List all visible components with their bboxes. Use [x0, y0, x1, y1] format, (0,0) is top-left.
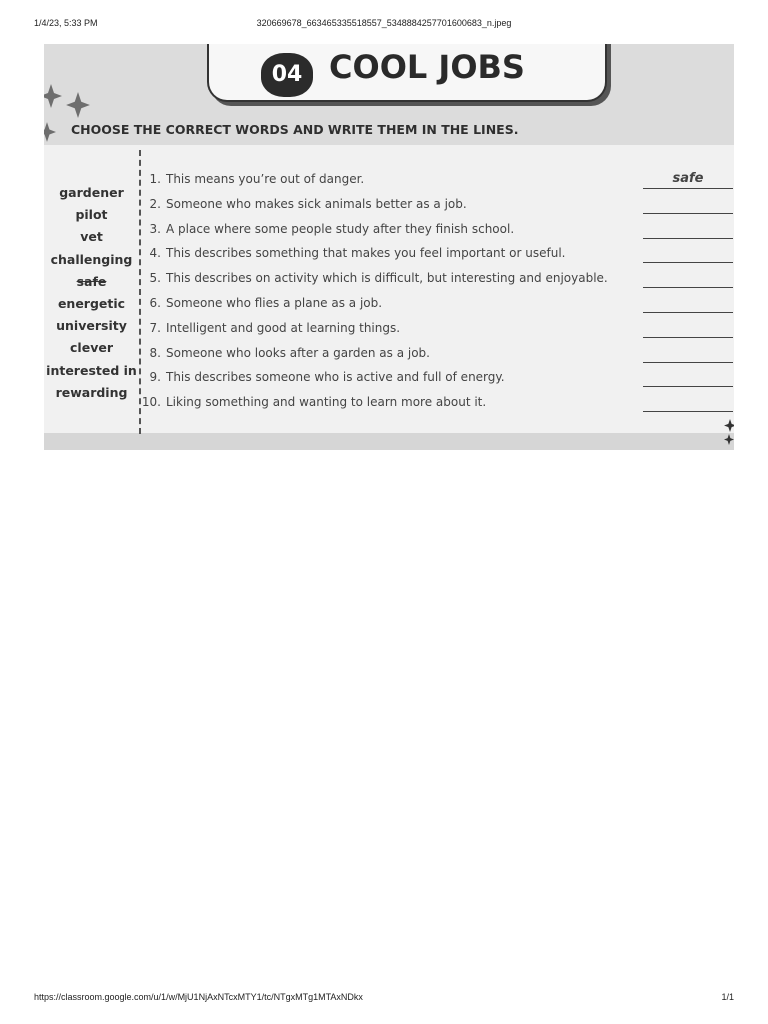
question-row	[144, 242, 734, 267]
word-bank-item: vet	[80, 229, 103, 245]
answer-line	[643, 312, 733, 313]
answer-line	[643, 287, 733, 288]
question-row	[144, 292, 734, 317]
word-bank-item: interested in	[46, 362, 137, 378]
question-number: 1.	[149, 172, 161, 186]
word-bank-item: university	[56, 318, 127, 334]
answer-line	[643, 362, 733, 363]
title-box	[207, 44, 607, 102]
worksheet	[44, 44, 734, 450]
question-row	[144, 366, 734, 391]
print-url: https://classroom.google.com/u/1/w/MjU1NjAxNTcxMTY1/tc/NTgxMTg1MTAxNDkx	[34, 992, 363, 1002]
question-text: This describes someone who is active and full of energy.	[166, 370, 505, 385]
question-list	[141, 168, 734, 416]
print-header	[34, 18, 734, 32]
word-bank-item: rewarding	[55, 384, 128, 400]
question-text: Someone who flies a plane as a job.	[166, 295, 383, 310]
lesson-number-badge: 04	[261, 53, 313, 97]
star-icon	[724, 419, 734, 432]
star-icon	[44, 84, 62, 108]
question-row	[144, 317, 734, 342]
question-row	[144, 218, 734, 243]
answer-line	[643, 337, 733, 338]
star-icon	[66, 92, 90, 118]
question-number: 5.	[149, 271, 161, 286]
print-datetime: 1/4/23, 5:33 PM	[34, 18, 98, 28]
star-icon	[724, 434, 734, 445]
question-row	[144, 168, 734, 193]
question-text: Someone who looks after a garden as a job.	[166, 345, 430, 360]
question-number: 9.	[149, 370, 161, 385]
dashed-divider	[139, 150, 141, 434]
question-text: A place where some people study after they finish school.	[166, 221, 515, 236]
question-number: 6.	[149, 295, 161, 310]
question-row	[144, 342, 734, 367]
answer-line	[643, 262, 733, 263]
question-row	[144, 193, 734, 218]
star-icon	[44, 122, 56, 142]
question-row	[141, 391, 734, 416]
answer-field[interactable]: safe	[672, 171, 704, 186]
print-filename: 320669678_663465335518557_5348884257701600683_n.jpeg	[256, 18, 512, 28]
answer-line	[643, 188, 733, 189]
question-text: Liking something and wanting to learn more about it.	[166, 395, 487, 410]
instructions: CHOOSE THE CORRECT WORDS AND WRITE THEM IN THE LINES.	[71, 122, 519, 137]
word-bank-item: safe	[76, 273, 107, 289]
question-row	[144, 267, 734, 292]
question-text: This describes on activity which is difficult, but interesting and enjoyable.	[166, 271, 608, 286]
question-text: This describes something that makes you feel important or useful.	[166, 246, 566, 261]
answer-line	[643, 411, 733, 412]
word-bank-item: challenging	[50, 251, 133, 267]
answer-line	[643, 238, 733, 239]
word-bank-item: gardener	[59, 185, 124, 200]
question-number: 2.	[149, 196, 161, 211]
print-page-number: 1/1	[721, 992, 734, 1002]
word-bank-item: clever	[70, 340, 113, 356]
word-bank	[44, 182, 139, 404]
question-number: 4.	[149, 246, 161, 261]
question-text: Someone who makes sick animals better as a job.	[166, 196, 467, 211]
word-bank-item: pilot	[75, 207, 108, 223]
question-number: 7.	[149, 320, 161, 335]
print-footer	[34, 992, 734, 1006]
answer-line	[643, 213, 733, 214]
question-number: 8.	[149, 345, 161, 360]
answer-line	[643, 386, 733, 387]
question-text: Intelligent and good at learning things.	[166, 320, 401, 335]
footer-band	[44, 433, 734, 450]
worksheet-title: COOL JOBS	[329, 48, 525, 86]
question-number: 3.	[149, 221, 161, 236]
question-text: This means you’re out of danger.	[166, 172, 365, 186]
word-bank-item: energetic	[57, 295, 126, 311]
question-number: 10.	[141, 395, 161, 410]
